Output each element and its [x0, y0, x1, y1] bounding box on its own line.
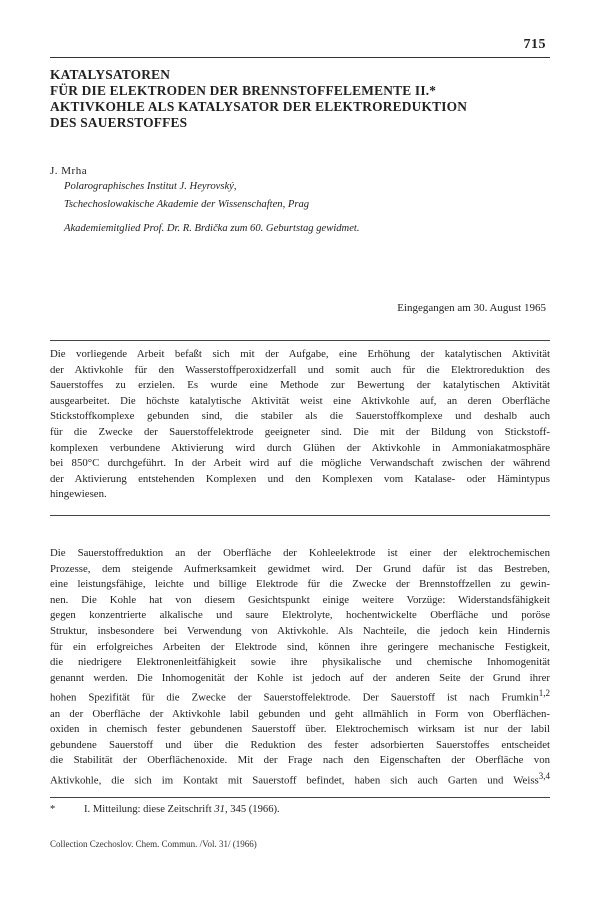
footnote-text: I. Mitteilung: diese Zeitschrift: [84, 804, 215, 815]
citation-superscript: 1,2: [538, 688, 550, 699]
footnote-volume: 31,: [214, 804, 228, 815]
body-text: [50, 546, 550, 789]
abstract-line: der Aktivkohle für den Wasserstoffperoxidzerfall und somit auch für die Elektroreduktion des: [50, 363, 550, 376]
body-line: nen. Die Kohle hat von diesem Gesichtspunkt einige weitere Vorzüge: Widerstandsfähigkeit: [50, 593, 550, 606]
body-line: die niedrigere Elektronenleitfähigkeit sowie ihre physikalische und chemische Inhomogenität: [50, 656, 550, 669]
header-rule: [50, 57, 550, 58]
title-line: FÜR DIE ELEKTRODEN DER BRENNSTOFFELEMENTE II.*: [50, 83, 437, 98]
title-line: DES SAUERSTOFFES: [50, 115, 188, 130]
abstract-line: ausgearbeitet. Die höchste katalytische Aktivität weist eine Aktivkohle auf, an deren Oberfläche: [50, 394, 550, 407]
abstract-line: komplexen verbundene Aktivierung wird durch Glühen der Aktivkohle in Ammoniakatmosphäre: [50, 441, 550, 454]
abstract-line: Sauerstoffes zu erzielen. Es wurde eine Methode zur Bewertung der katalytischen Aktivität: [50, 379, 550, 392]
body-line: Struktur, insbesondere bei Verwendung von Aktivkohle. Als Nachteile, die jedoch kein Hindernis: [50, 624, 550, 637]
abstract-line: Die vorliegende Arbeit befaßt sich mit der Aufgabe, eine Erhöhung der katalytischen Aktivität: [50, 348, 550, 360]
author-name: J. Mrha: [50, 165, 88, 177]
abstract: [50, 347, 550, 503]
footnote-mark: *: [50, 804, 56, 815]
abstract-line: der Aktivierung entstehenden Komplexen und den Komplexen vom Katalase- oder Hämintypus: [50, 472, 550, 485]
title-line: KATALYSATOREN: [50, 67, 171, 82]
body-line-with-citation: [50, 686, 550, 706]
body-line: eine leistungsfähige, leichte und billige Elektrode für die Zwecke der Brennstoffzellen zu gewin-: [50, 578, 550, 591]
journal-citation: Collection Czechoslov. Chem. Commun. /Vol. 31/ (1966): [50, 839, 257, 849]
abstract-line: für die Zwecke der Sauerstoffelektrode geeigneter sind. Die mit der Bildung von Stickstoff-: [50, 425, 550, 438]
received-date: Eingegangen am 30. August 1965: [397, 302, 546, 314]
body-line: genannt werden. Die Inhomogenität der Kohle ist jedoch auf der anderen Seite der Grund ihrer: [50, 671, 550, 684]
affiliation-line: Tschechoslowakische Akademie der Wissenschaften, Prag: [64, 199, 310, 210]
title-line: AKTIVKOHLE ALS KATALYSATOR DER ELEKTROREDUKTION: [50, 99, 468, 114]
abstract-bottom-rule: [50, 515, 550, 516]
body-line: Prozesse, dem steigende Aufmerksamkeit gewidmet wird. Der Grund dafür ist das Bestreben,: [50, 562, 550, 575]
affiliation-line: Polarographisches Institut J. Heyrovský,: [64, 181, 237, 192]
body-line: Die Sauerstoffreduktion an der Oberfläche der Kohleelektrode ist einer der elektrochemischen: [50, 547, 550, 559]
body-line: für ein erfolgreiches Arbeiten der Elektrode sind, können ihre geringere mechanische Festigkeit,: [50, 640, 550, 653]
body-line: die Stabilität der Oberflächenoxide. Mit der Frage nach den Eigenschaften der Oberfläche von: [50, 754, 550, 767]
page-number: 715: [523, 37, 546, 52]
citation-superscript: 3,4: [538, 770, 550, 781]
footnote: [50, 804, 280, 815]
footnote-rule: [50, 797, 550, 798]
abstract-top-rule: [50, 340, 550, 341]
body-line: an der Oberfläche der Aktivkohle labil gebunden und geht allmählich in Form von Oberflächen-: [50, 707, 550, 720]
footnote-text-end: 345 (1966).: [227, 804, 280, 815]
body-line-text: hohen Spezifität für die Zwecke der Sauerstoffelektrode. Der Sauerstoff ist nach Frumkin: [50, 691, 539, 704]
body-line-text: Aktivkohle, die sich im Kontakt mit Sauerstoff befindet, haben sich auch Garten und Weiss: [50, 774, 539, 787]
body-line: gegen konzentrierte alkalische und saure Elektrolyte, hochentwickelte Oberfläche und poröse: [50, 609, 550, 622]
body-line: gebundene Sauerstoff und über die Reduktion des fester adsorbierten Sauerstoffes entscheidet: [50, 738, 550, 751]
abstract-line: bei 850°C durchgeführt. In der Arbeit wird auf die mögliche Verwandschaft zwischen der während: [50, 457, 550, 470]
abstract-line: Stickstoffkomplexe gebunden sind, die stabiler als die Sauerstoffkomplexe und deshalb auch: [50, 410, 550, 423]
body-line-with-citation: [50, 769, 550, 789]
body-line: oxiden in chemisch fester gebundenen Sauerstoff über. Elektrochemisch wirksam ist nur der labil: [50, 723, 550, 736]
article-title: [50, 67, 550, 131]
abstract-line: hingewiesen.: [50, 488, 107, 501]
dedication: Akademiemitglied Prof. Dr. R. Brdička zum 60. Geburtstag gewidmet.: [64, 223, 360, 234]
